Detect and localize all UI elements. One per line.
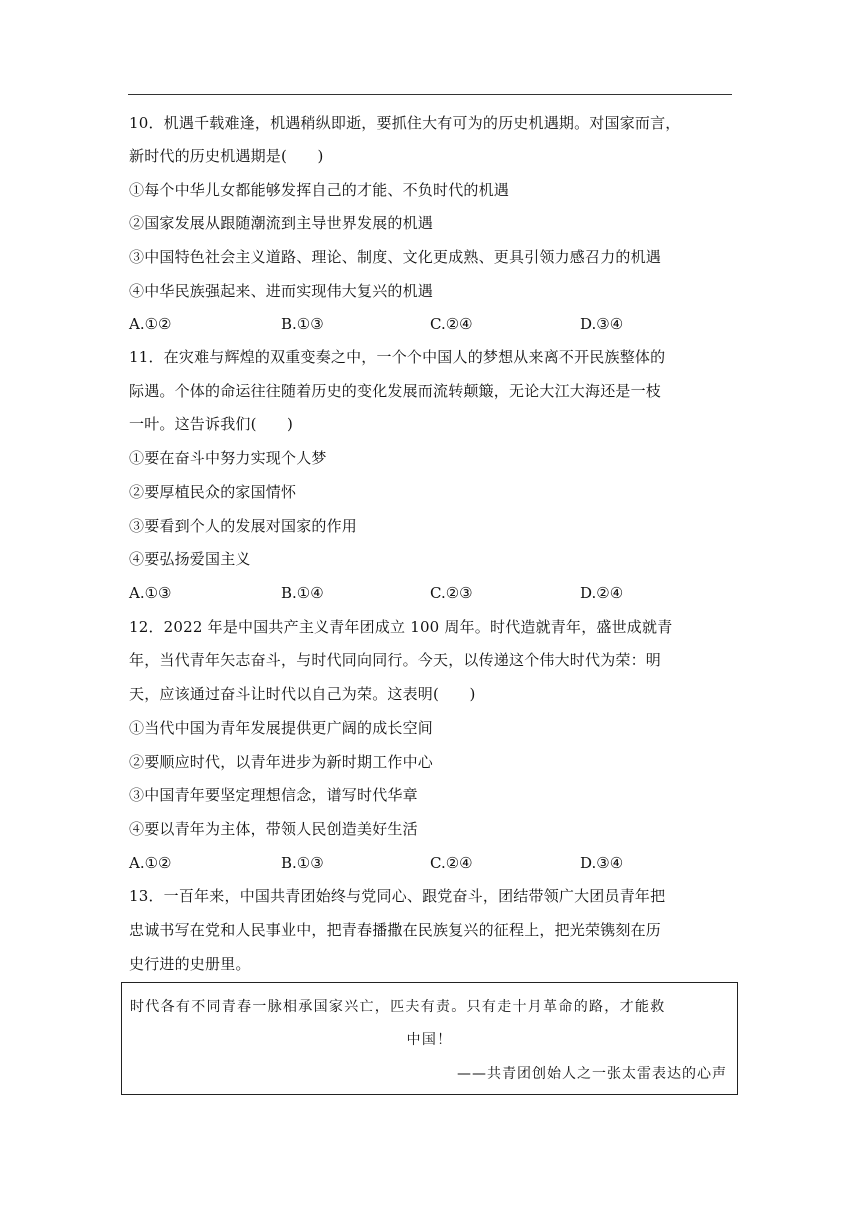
q10-item-2: ②国家发展从跟随潮流到主导世界发展的机遇 <box>129 214 434 232</box>
q12-option-d: D.③④ <box>580 854 624 872</box>
q10-option-a: A.①② <box>129 315 172 333</box>
header-rule <box>128 94 732 95</box>
q10-item-1: ①每个中华儿女都能够发挥自己的才能、不负时代的机遇 <box>129 181 510 199</box>
q11-option-c: C.②③ <box>430 584 473 602</box>
q11-item-3: ③要看到个人的发展对国家的作用 <box>129 517 358 535</box>
q10-stem-line-1: 10．机遇千载难逢，机遇稍纵即逝，要抓住大有可为的历史机遇期。对国家而言， <box>129 114 681 132</box>
q12-option-b: B.①③ <box>281 854 324 872</box>
quote-line-2: 中国！ <box>406 1032 453 1048</box>
q10-item-3: ③中国特色社会主义道路、理论、制度、文化更成熟、更具引领力感召力的机遇 <box>129 248 662 266</box>
q12-item-4: ④要以青年为主体，带领人民创造美好生活 <box>129 820 418 838</box>
q11-stem-line-3: 一叶。这告诉我们( ) <box>129 415 294 433</box>
q11-option-d: D.②④ <box>580 584 624 602</box>
q11-stem-line-1: 11．在灾难与辉煌的双重变奏之中，一个个中国人的梦想从来离不开民族整体的 <box>129 348 666 366</box>
q10-option-d: D.③④ <box>580 315 624 333</box>
q12-option-c: C.②④ <box>430 854 473 872</box>
q12-stem-line-2: 年，当代青年矢志奋斗，与时代同向同行。今天，以传递这个伟大时代为荣：明 <box>129 651 662 669</box>
q11-item-4: ④要弘扬爱国主义 <box>129 550 251 568</box>
q10-item-4: ④中华民族强起来、进而实现伟大复兴的机遇 <box>129 282 434 300</box>
quote-box <box>121 982 738 1095</box>
q10-option-c: C.②④ <box>430 315 473 333</box>
q13-stem-line-2: 忠诚书写在党和人民事业中，把青春播撒在民族复兴的征程上，把光荣镌刻在历 <box>129 921 662 939</box>
q11-option-b: B.①④ <box>281 584 324 602</box>
q12-option-a: A.①② <box>129 854 172 872</box>
q13-stem-line-3: 史行进的史册里。 <box>129 955 251 973</box>
q11-item-2: ②要厚植民众的家国情怀 <box>129 483 297 501</box>
q12-stem-line-3: 天，应该通过奋斗让时代以自己为荣。这表明( ) <box>129 685 476 703</box>
q12-item-1: ①当代中国为青年发展提供更广阔的成长空间 <box>129 719 434 737</box>
q11-item-1: ①要在奋斗中努力实现个人梦 <box>129 449 327 467</box>
q10-stem-line-2: 新时代的历史机遇期是( ) <box>129 147 324 165</box>
q12-item-2: ②要顺应时代，以青年进步为新时期工作中心 <box>129 753 434 771</box>
q12-item-3: ③中国青年要坚定理想信念，谱写时代华章 <box>129 786 418 804</box>
q13-stem-line-1: 13．一百年来，中国共青团始终与党同心、跟党奋斗，团结带领广大团员青年把 <box>129 887 666 905</box>
quote-line-1: 时代各有不同青春一脉相承国家兴亡，匹夫有责。只有走十月革命的路，才能救 <box>130 999 666 1015</box>
quote-attribution: ——共青团创始人之一张太雷表达的心声 <box>457 1066 727 1082</box>
q10-option-b: B.①③ <box>281 315 324 333</box>
q11-option-a: A.①③ <box>129 584 172 602</box>
q11-stem-line-2: 际遇。个体的命运往往随着历史的变化发展而流转颠簸，无论大江大海还是一枝 <box>129 382 662 400</box>
q12-stem-line-1: 12．2022 年是中国共产主义青年团成立 100 周年。时代造就青年，盛世成就青 <box>129 618 673 636</box>
